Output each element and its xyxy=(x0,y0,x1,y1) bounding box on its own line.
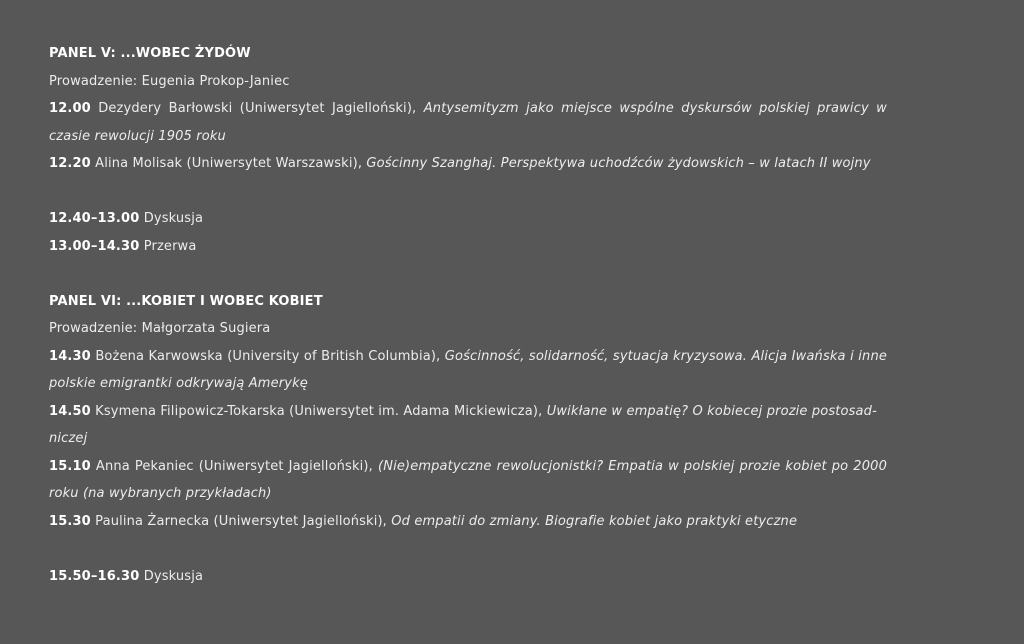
talk-title-continued: niczej xyxy=(49,431,88,446)
talk-speaker: Paulina Żarnecka (Uniwersytet Jagielloński), xyxy=(95,513,387,529)
talk-title: (Nie)empatyczne rewolucjonistki? Empatia w polskiej prozie kobiet po 2000 roku (na wybranych przykładach) xyxy=(49,458,887,501)
talk-time: 14.50 xyxy=(49,403,91,419)
talk-entry xyxy=(49,150,887,178)
schedule-time: 13.00–14.30 xyxy=(49,238,140,254)
panel-6-title: PANEL VI: ...KOBIET I WOBEC KOBIET xyxy=(49,293,323,309)
talk-time: 15.30 xyxy=(49,513,91,529)
talk-speaker: Dezydery Barłowski (Uniwersytet Jagielloński), xyxy=(98,101,417,116)
talk-entry xyxy=(49,453,887,508)
talk-time: 15.10 xyxy=(49,458,91,474)
schedule-label: Dyskusja xyxy=(143,211,204,226)
talk-speaker: Ksymena Filipowicz-Tokarska (Uniwersytet im. Adama Mickiewicza), xyxy=(95,403,543,419)
talk-speaker: Alina Molisak (Uniwersytet Warszawski), xyxy=(95,156,363,171)
schedule-item-final-discussion xyxy=(49,563,887,591)
schedule-label: Przerwa xyxy=(143,238,197,254)
panel-5-moderator: Prowadzenie: Eugenia Prokop-Janiec xyxy=(49,73,290,89)
spacer xyxy=(49,535,887,563)
talk-title: Gościnny Szanghaj. Perspektywa uchodźców żydowskich – w latach II wojny xyxy=(366,156,871,171)
schedule-item-break xyxy=(49,233,887,261)
talk-time: 12.20 xyxy=(49,156,91,171)
talk-time: 12.00 xyxy=(49,101,91,116)
program-content xyxy=(49,40,887,590)
talk-entry xyxy=(49,95,887,150)
schedule-item-discussion xyxy=(49,205,887,233)
panel-6-moderator: Prowadzenie: Małgorzata Sugiera xyxy=(49,321,271,336)
talk-speaker: Bożena Karwowska (University of British Columbia), xyxy=(95,348,441,364)
panel-5-title: PANEL V: ...WOBEC ŻYDÓW xyxy=(49,46,251,61)
talk-entry xyxy=(49,343,887,398)
talk-title: Od empatii do zmiany. Biografie kobiet jako praktyki etyczne xyxy=(391,513,798,529)
schedule-time: 12.40–13.00 xyxy=(49,211,140,226)
schedule-time: 15.50–16.30 xyxy=(49,568,140,584)
talk-title: Uwikłane w empatię? O kobiecej prozie postosad- xyxy=(546,403,877,419)
talk-time: 14.30 xyxy=(49,348,91,364)
talk-entry xyxy=(49,508,887,536)
schedule-label: Dyskusja xyxy=(143,568,204,584)
spacer xyxy=(49,178,887,206)
talk-entry xyxy=(49,398,887,453)
talk-speaker: Anna Pekaniec (Uniwersytet Jagielloński), xyxy=(95,458,373,474)
talk-title: Antysemityzm jako miejsce wspólne dyskursów polskiej prawicy w czasie rewolucji 1905 roku xyxy=(49,101,887,144)
spacer xyxy=(49,260,887,288)
talk-title: Gościnność, solidarność, sytuacja kryzysowa. Alicja Iwańska i inne polskie emigrantki odkrywają Amerykę xyxy=(49,348,887,391)
